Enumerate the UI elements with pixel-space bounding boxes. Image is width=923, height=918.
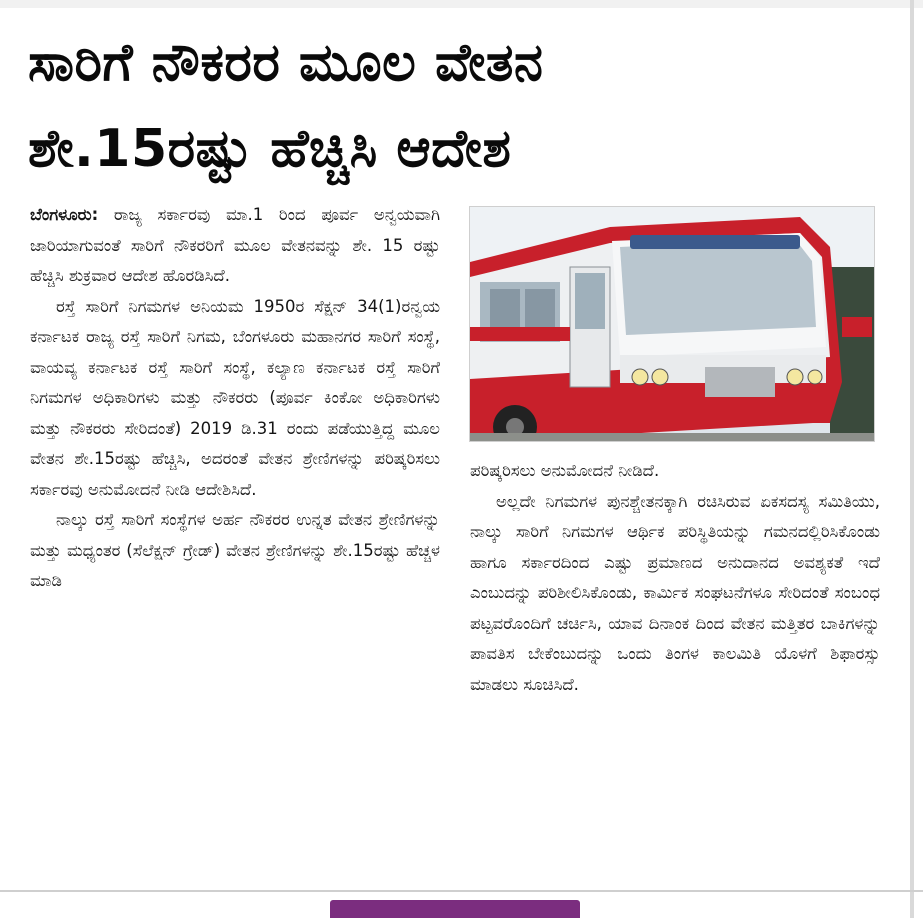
article-paragraph: ಅಲ್ಲದೇ ನಿಗಮಗಳ ಪುನಶ್ಚೇತನಕ್ಕಾಗಿ ರಚಿಸಿರುವ ಏಕಸದಸ್ಯ ಸಮಿತಿಯು, ನಾಲ್ಕು ಸಾರಿಗೆ ನಿಗಮಗಳ ಆರ್ಥಿಕ ಪರಿಸ್ಥಿತಿಯನ್ನು ಗಮನದಲ್ಲಿರಿಸಿಕೊಂಡು ಹಾಗೂ ಸರ್ಕಾರದಿಂದ ಎಷ್ಟು ಪ್ರಮಾಣದ ಅನುದಾನದ ಅವಶ್ಯಕತೆ ಇದೆ ಎಂಬುದನ್ನು ಪರಿಶೀಲಿಸಿಕೊಂಡು, ಕಾರ್ಮಿಕ ಸಂಘಟನೆಗಳೂ ಸೇರಿದಂತೆ ಸಂಬಂಧ ಪಟ್ಟವರೊಂದಿಗೆ ಚರ್ಚಿಸಿ, ಯಾವ ದಿನಾಂಕ ದಿಂದ ವೇತನ ಮತ್ತಿತರ ಬಾಕಿಗಳನ್ನು ಪಾವತಿಸ ಬೇಕೆಂಬುದನ್ನು ಒಂದು ತಿಂಗಳ ಕಾಲಮಿತಿ ಯೊಳಗೆ ಶಿಫಾರಸ್ಸು ಮಾಡಲು ಸೂಚಿಸಿದೆ. xyxy=(470,491,880,694)
article-paragraph: ನಾಲ್ಕು ರಸ್ತೆ ಸಾರಿಗೆ ಸಂಸ್ಥೆಗಳ ಅರ್ಹ ನೌಕರರ ಉನ್ನತ ವೇತನ ಶ್ರೇಣಿಗಳನ್ನು ಮತ್ತು ಮಧ್ಯಂತರ (ಸೆಲೆಕ್ಷನ್ ಗ್ರೇಡ್) ವೇತನ ಶ್ರೇಣಿಗಳನ್ನು ಶೇ.15ರಷ್ಟು ಹೆಚ್ಚಳ ಮಾಡಿ xyxy=(30,510,440,590)
headline xyxy=(28,22,898,194)
article-column-left xyxy=(30,200,440,880)
column-edge-rule xyxy=(910,0,914,918)
dateline: ಬೆಂಗಳೂರು: xyxy=(30,205,99,224)
article-column-right xyxy=(470,456,880,880)
bottom-divider xyxy=(0,890,923,892)
article-paragraph xyxy=(30,200,440,292)
headline-line-1: ಸಾರಿಗೆ ನೌಕರರ ಮೂಲ ವೇತನ xyxy=(28,33,544,93)
article-paragraph: ಪರಿಷ್ಕರಿಸಲು ಅನುಮೋದನೆ ನೀಡಿದೆ. xyxy=(470,461,660,480)
next-article-badge xyxy=(330,900,580,918)
headline-line-2: ಶೇ.15ರಷ್ಟು ಹೆಚ್ಚಿಸಿ ಆದೇಶ xyxy=(28,119,512,179)
top-edge-strip xyxy=(0,0,923,8)
paragraph-text: ರಾಜ್ಯ ಸರ್ಕಾರವು ಮಾ.1 ರಿಂದ ಪೂರ್ವ ಅನ್ವಯವಾಗಿ ಜಾರಿಯಾಗುವಂತೆ ಸಾರಿಗೆ ನೌಕರರಿಗೆ ಮೂಲ ವೇತನವನ್ನು ಶೇ. 15 ರಷ್ಟು ಹೆಚ್ಚಿಸಿ ಶುಕ್ರವಾರ ಆದೇಶ ಹೊರಡಿಸಿದೆ. xyxy=(30,205,440,285)
bus-illustration xyxy=(470,207,875,442)
bus-photo xyxy=(469,206,875,442)
article-paragraph: ರಸ್ತೆ ಸಾರಿಗೆ ನಿಗಮಗಳ ಅನಿಯಮ 1950ರ ಸೆಕ್ಷನ್ 34(1)ರನ್ವಯ ಕರ್ನಾಟಕ ರಾಜ್ಯ ರಸ್ತೆ ಸಾರಿಗೆ ನಿಗಮ, ಬೆಂಗಳೂರು ಮಹಾನಗರ ಸಾರಿಗೆ ಸಂಸ್ಥೆ, ವಾಯವ್ಯ ಕರ್ನಾಟಕ ರಸ್ತೆ ಸಾರಿಗೆ ಸಂಸ್ಥೆ, ಕಲ್ಯಾಣ ಕರ್ನಾಟಕ ರಸ್ತೆ ಸಾರಿಗೆ ನಿಗಮಗಳ ಅಧಿಕಾರಿಗಳು ಮತ್ತು ನೌಕರರು (ಪೂರ್ವ ಕಿಂಕೋ ಅಧಿಕಾರಿಗಳು ಮತ್ತು ನೌಕರರು ಸೇರಿದಂತೆ) 2019 ಡಿ.31 ರಂದು ಪಡೆಯುತ್ತಿದ್ದ ಮೂಲ ವೇತನ ಶೇ.15ರಷ್ಟು ಹೆಚ್ಚಿಸಿ, ಅದರಂತೆ ವೇತನ ಶ್ರೇಣಿಗಳನ್ನು ಪರಿಷ್ಕರಿಸಲು ಸರ್ಕಾರವು ಅನುಮೋದನೆ ನೀಡಿ ಆದೇಶಿಸಿದೆ. xyxy=(30,296,440,499)
